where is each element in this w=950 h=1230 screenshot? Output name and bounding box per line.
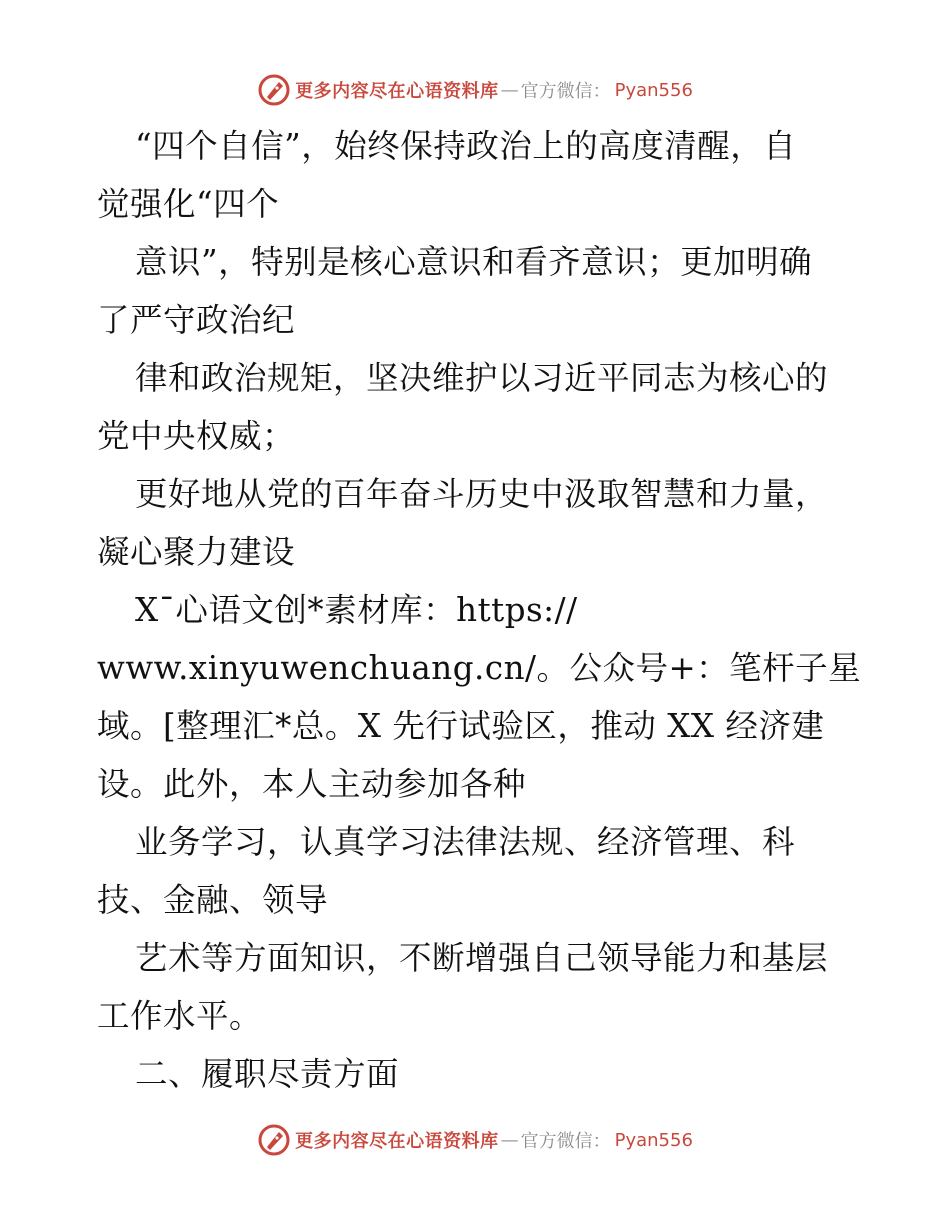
body-line: 凝心聚力建设 bbox=[97, 533, 296, 571]
body-line: 业务学习，认真学习法律法规、经济管理、科 bbox=[135, 823, 796, 861]
body-line: 党中央权威； bbox=[97, 417, 296, 455]
pen-nib-circle-icon bbox=[257, 1123, 291, 1157]
document-body bbox=[97, 117, 862, 1103]
watermark-text: 更多内容尽在心语资料库 bbox=[295, 1131, 499, 1152]
watermark-dash: — bbox=[500, 79, 519, 101]
body-line: 觉强化“四个 bbox=[97, 185, 280, 223]
pen-nib-circle-icon bbox=[257, 73, 291, 107]
watermark-wechat-id: Pyan556 bbox=[614, 79, 693, 101]
body-line: 意识”，特别是核心意识和看齐意识；更加明确 bbox=[135, 243, 813, 281]
body-line: 了严守政治纪 bbox=[97, 301, 296, 339]
body-line: 域。[整理汇*总。X 先行试验区，推动 XX 经济建 bbox=[97, 707, 825, 745]
header-watermark bbox=[0, 70, 950, 110]
watermark-wechat-id: Pyan556 bbox=[614, 1129, 693, 1151]
body-line: 技、金融、领导 bbox=[97, 881, 329, 919]
watermark-wechat-label: 官方微信： bbox=[520, 81, 611, 102]
body-line: 艺术等方面知识，不断增强自己领导能力和基层 bbox=[135, 939, 829, 977]
body-line: 工作水平。 bbox=[97, 997, 263, 1035]
body-line: 设。此外，本人主动参加各种 bbox=[97, 765, 527, 803]
body-line: www.xinyuwenchuang.cn/。公众号+：笔杆子星 bbox=[97, 649, 862, 687]
watermark-wechat-label: 官方微信： bbox=[520, 1131, 611, 1152]
body-line: “四个自信”，始终保持政治上的高度清醒，自 bbox=[135, 127, 797, 165]
body-line: X¯心语文创*素材库：https:// bbox=[135, 591, 578, 629]
body-line: 更好地从党的百年奋斗历史中汲取智慧和力量， bbox=[135, 475, 829, 513]
watermark-text: 更多内容尽在心语资料库 bbox=[295, 81, 499, 102]
footer-watermark bbox=[0, 1120, 950, 1160]
body-line: 二、履职尽责方面 bbox=[135, 1055, 400, 1093]
body-line: 律和政治规矩，坚决维护以习近平同志为核心的 bbox=[135, 359, 829, 397]
watermark-dash: — bbox=[500, 1129, 519, 1151]
